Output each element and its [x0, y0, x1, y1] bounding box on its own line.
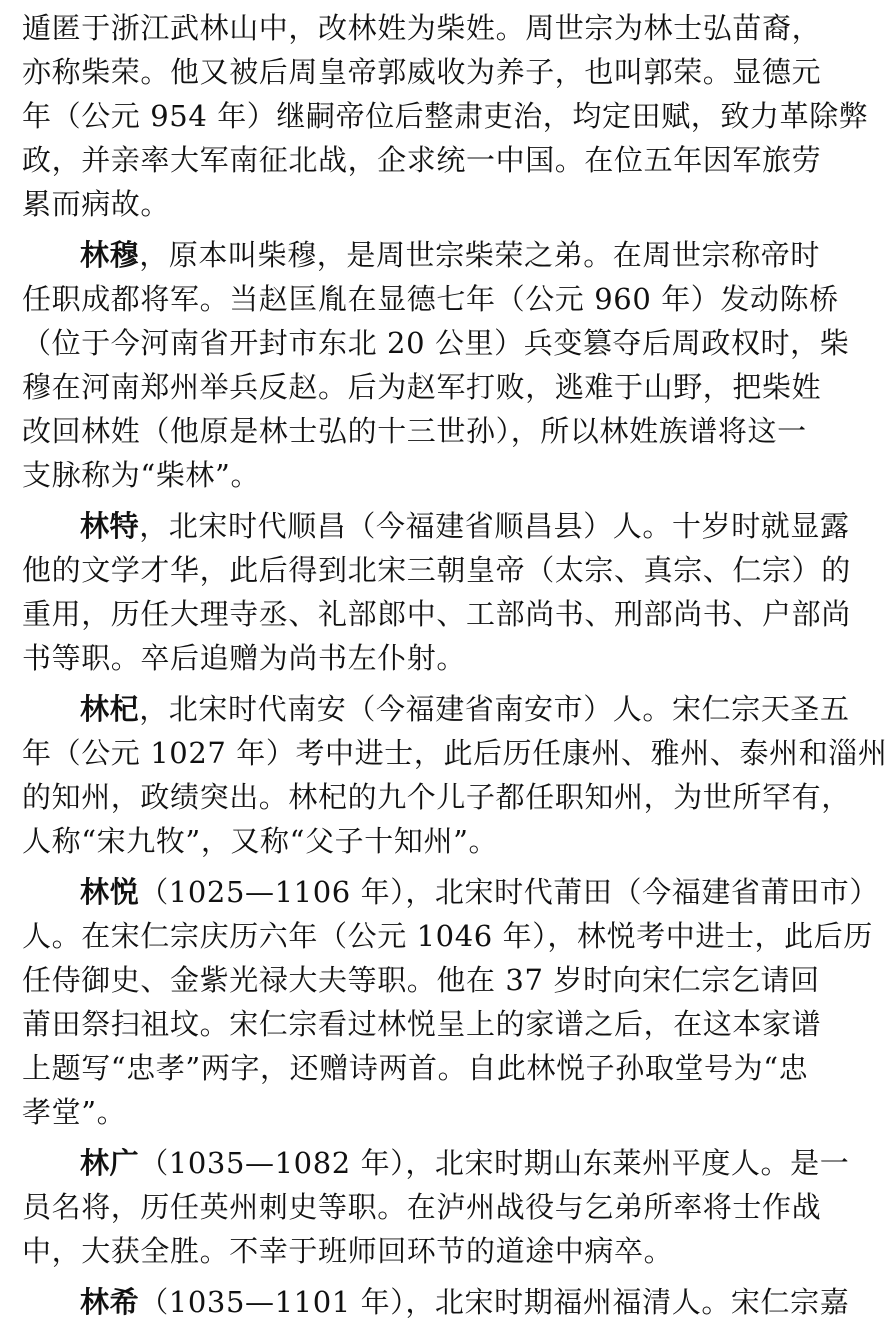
text-line: 人。在宋仁宗庆历六年（公元 1046 年），林悦考中进士，此后历 [22, 919, 873, 953]
paragraph-lin-guang [22, 1141, 850, 1273]
person-name: 林广 [80, 1146, 140, 1180]
paragraph-lin-xi [22, 1280, 850, 1324]
text-line: 遁匿于浙江武林山中，改林姓为柴姓。周世宗为林士弘苗裔， [22, 11, 822, 45]
text-line: 累而病故。 [22, 187, 171, 221]
text-line: 重用，历任大理寺丞、礼部郎中、工部尚书、刑部尚书、户部尚 [22, 597, 851, 631]
person-name: 林穆 [80, 238, 140, 272]
text-line: （位于今河南省开封市东北 20 公里）兵变篡夺后周政权时，柴 [22, 326, 850, 360]
text-line: 孝堂”。 [22, 1095, 127, 1129]
text-line-first [22, 1280, 850, 1324]
text-line-first [22, 504, 850, 548]
text-line-first [22, 870, 879, 914]
person-name: 林悦 [80, 875, 140, 909]
text-line: 任职成都将军。当赵匡胤在显德七年（公元 960 年）发动陈桥 [22, 282, 839, 316]
text-line: 上题写“忠孝”两字，还赠诗两首。自此林悦子孙取堂号为“忠 [22, 1051, 809, 1085]
paragraph-lin-yue [22, 870, 879, 1134]
paragraph-lin-te [22, 504, 851, 680]
text-line: 他的文学才华，此后得到北宋三朝皇帝（太宗、真宗、仁宗）的 [22, 553, 851, 587]
text-line: 任侍御史、金紫光禄大夫等职。他在 37 岁时向宋仁宗乞请回 [22, 963, 820, 997]
text-line: 穆在河南郑州举兵反赵。后为赵军打败，逃难于山野，把柴姓 [22, 370, 822, 404]
text-line-rest: （1035—1082 年），北宋时期山东莱州平度人。是一 [139, 1146, 850, 1180]
person-name: 林特 [80, 509, 140, 543]
text-line: 书等职。卒后追赠为尚书左仆射。 [22, 641, 467, 675]
text-line: 中，大获全胜。不幸于班师回环节的道途中病卒。 [22, 1234, 674, 1268]
text-line-first [22, 233, 821, 277]
text-line: 莆田祭扫祖坟。宋仁宗看过林悦呈上的家谱之后，在这本家谱 [22, 1007, 822, 1041]
person-name: 林希 [80, 1285, 140, 1319]
text-line-first [22, 1141, 850, 1185]
text-line: 政，并亲率大军南征北战，企求统一中国。在位五年因军旅劳 [22, 143, 822, 177]
text-line: 的知州，政绩突出。林杞的九个儿子都任职知州，为世所罕有， [22, 780, 851, 814]
text-line: 亦称柴荣。他又被后周皇帝郭威收为养子，也叫郭荣。显德元 [22, 55, 822, 89]
text-line: 年（公元 954 年）继嗣帝位后整肃吏治，均定田赋，致力革除弊 [22, 99, 869, 133]
text-line-rest: ，北宋时代南安（今福建省南安市）人。宋仁宗天圣五 [139, 692, 850, 726]
paragraph-chai-rong [22, 6, 869, 226]
person-name: 林杞 [80, 692, 140, 726]
book-page [22, 6, 887, 1331]
text-line: 员名将，历任英州刺史等职。在泸州战役与乞弟所率将士作战 [22, 1190, 822, 1224]
text-line: 改回林姓（他原是林士弘的十三世孙），所以林姓族谱将这一 [22, 414, 807, 448]
text-line-rest: ，原本叫柴穆，是周世宗柴荣之弟。在周世宗称帝时 [139, 238, 821, 272]
text-line-rest: （1025—1106 年），北宋时代莆田（今福建省莆田市） [139, 875, 879, 909]
text-line-rest: （1035—1101 年），北宋时期福州福清人。宋仁宗嘉 [139, 1285, 850, 1319]
text-line-first [22, 687, 850, 731]
text-line: 支脉称为“柴林”。 [22, 458, 261, 492]
paragraph-lin-mu [22, 233, 850, 497]
text-line: 人称“宋九牧”，又称“父子十知州”。 [22, 824, 499, 858]
paragraph-lin-qi [22, 687, 887, 863]
text-line: 年（公元 1027 年）考中进士，此后历任康州、雅州、泰州和淄州 [22, 736, 887, 770]
text-line-rest: ，北宋时代顺昌（今福建省顺昌县）人。十岁时就显露 [139, 509, 850, 543]
